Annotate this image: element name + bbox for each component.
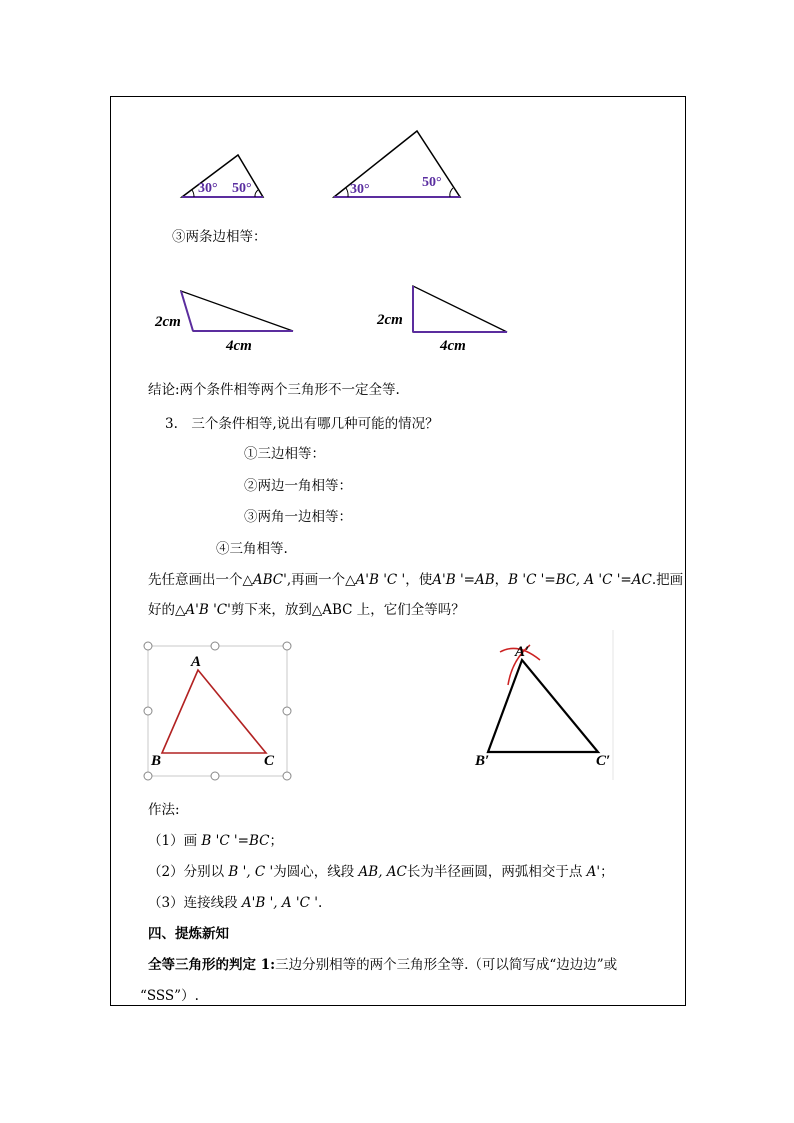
side-4cm-left: 4cm [226, 338, 252, 354]
angle-30-right: 30° [350, 182, 370, 197]
case-item: ③两角一边相等： [244, 509, 352, 525]
triangle-sides-right [410, 283, 510, 335]
section-4-heading: 四、提炼新知 [148, 926, 229, 942]
case3-two-sides-label: ③两条边相等： [172, 229, 267, 245]
task-line-1: 先任意画出一个△ABC',再画一个△A'B 'C '，使A'B '=AB，B 'C '=BC, A 'C '=AC.把画 [148, 572, 684, 588]
case-item: ①三边相等： [244, 446, 325, 462]
vertex-c-prime-label: C′ [596, 753, 611, 769]
angle-50-left: 50° [232, 181, 252, 196]
angle-50-right: 50° [422, 175, 442, 190]
vertex-b-label: B [151, 753, 162, 769]
method-title: 作法: [148, 802, 180, 818]
task-line-2: 好的△A'B 'C'剪下来，放到△ABC 上，它们全等吗？ [148, 602, 465, 618]
angle-30-left: 30° [198, 181, 218, 196]
case-item: ④三角相等. [216, 541, 288, 557]
vertex-a-label: A [191, 654, 202, 670]
triangle-sides-left [178, 288, 296, 334]
question-3: 3. 三个条件相等,说出有哪几种可能的情况？ [165, 416, 439, 432]
case-item: ②两边一角相等： [244, 478, 352, 494]
step-1: （1）画 B 'C '=BC； [148, 833, 283, 849]
vertex-a-prime-label: A′ [515, 644, 530, 660]
theorem-line-1: 全等三角形的判定 1:三边分别相等的两个三角形全等.（可以简写成“边边边”或 [148, 957, 618, 973]
step-3: （3）连接线段 A'B ', A 'C '. [148, 895, 323, 911]
vertex-b-prime-label: B′ [475, 753, 490, 769]
triangle-small-angles [180, 150, 270, 200]
side-2cm-right: 2cm [377, 312, 403, 328]
side-4cm-right: 4cm [440, 338, 466, 354]
theorem-line-2: “SSS”）. [140, 988, 199, 1004]
side-2cm-left: 2cm [155, 314, 181, 330]
step-2: （2）分别以 B ', C '为圆心，线段 AB, AC长为半径画圆，两弧相交于点 A'； [148, 864, 614, 880]
vertex-c-label: C [264, 753, 275, 769]
conclusion-text: 结论:两个条件相等两个三角形不一定全等. [148, 382, 400, 398]
